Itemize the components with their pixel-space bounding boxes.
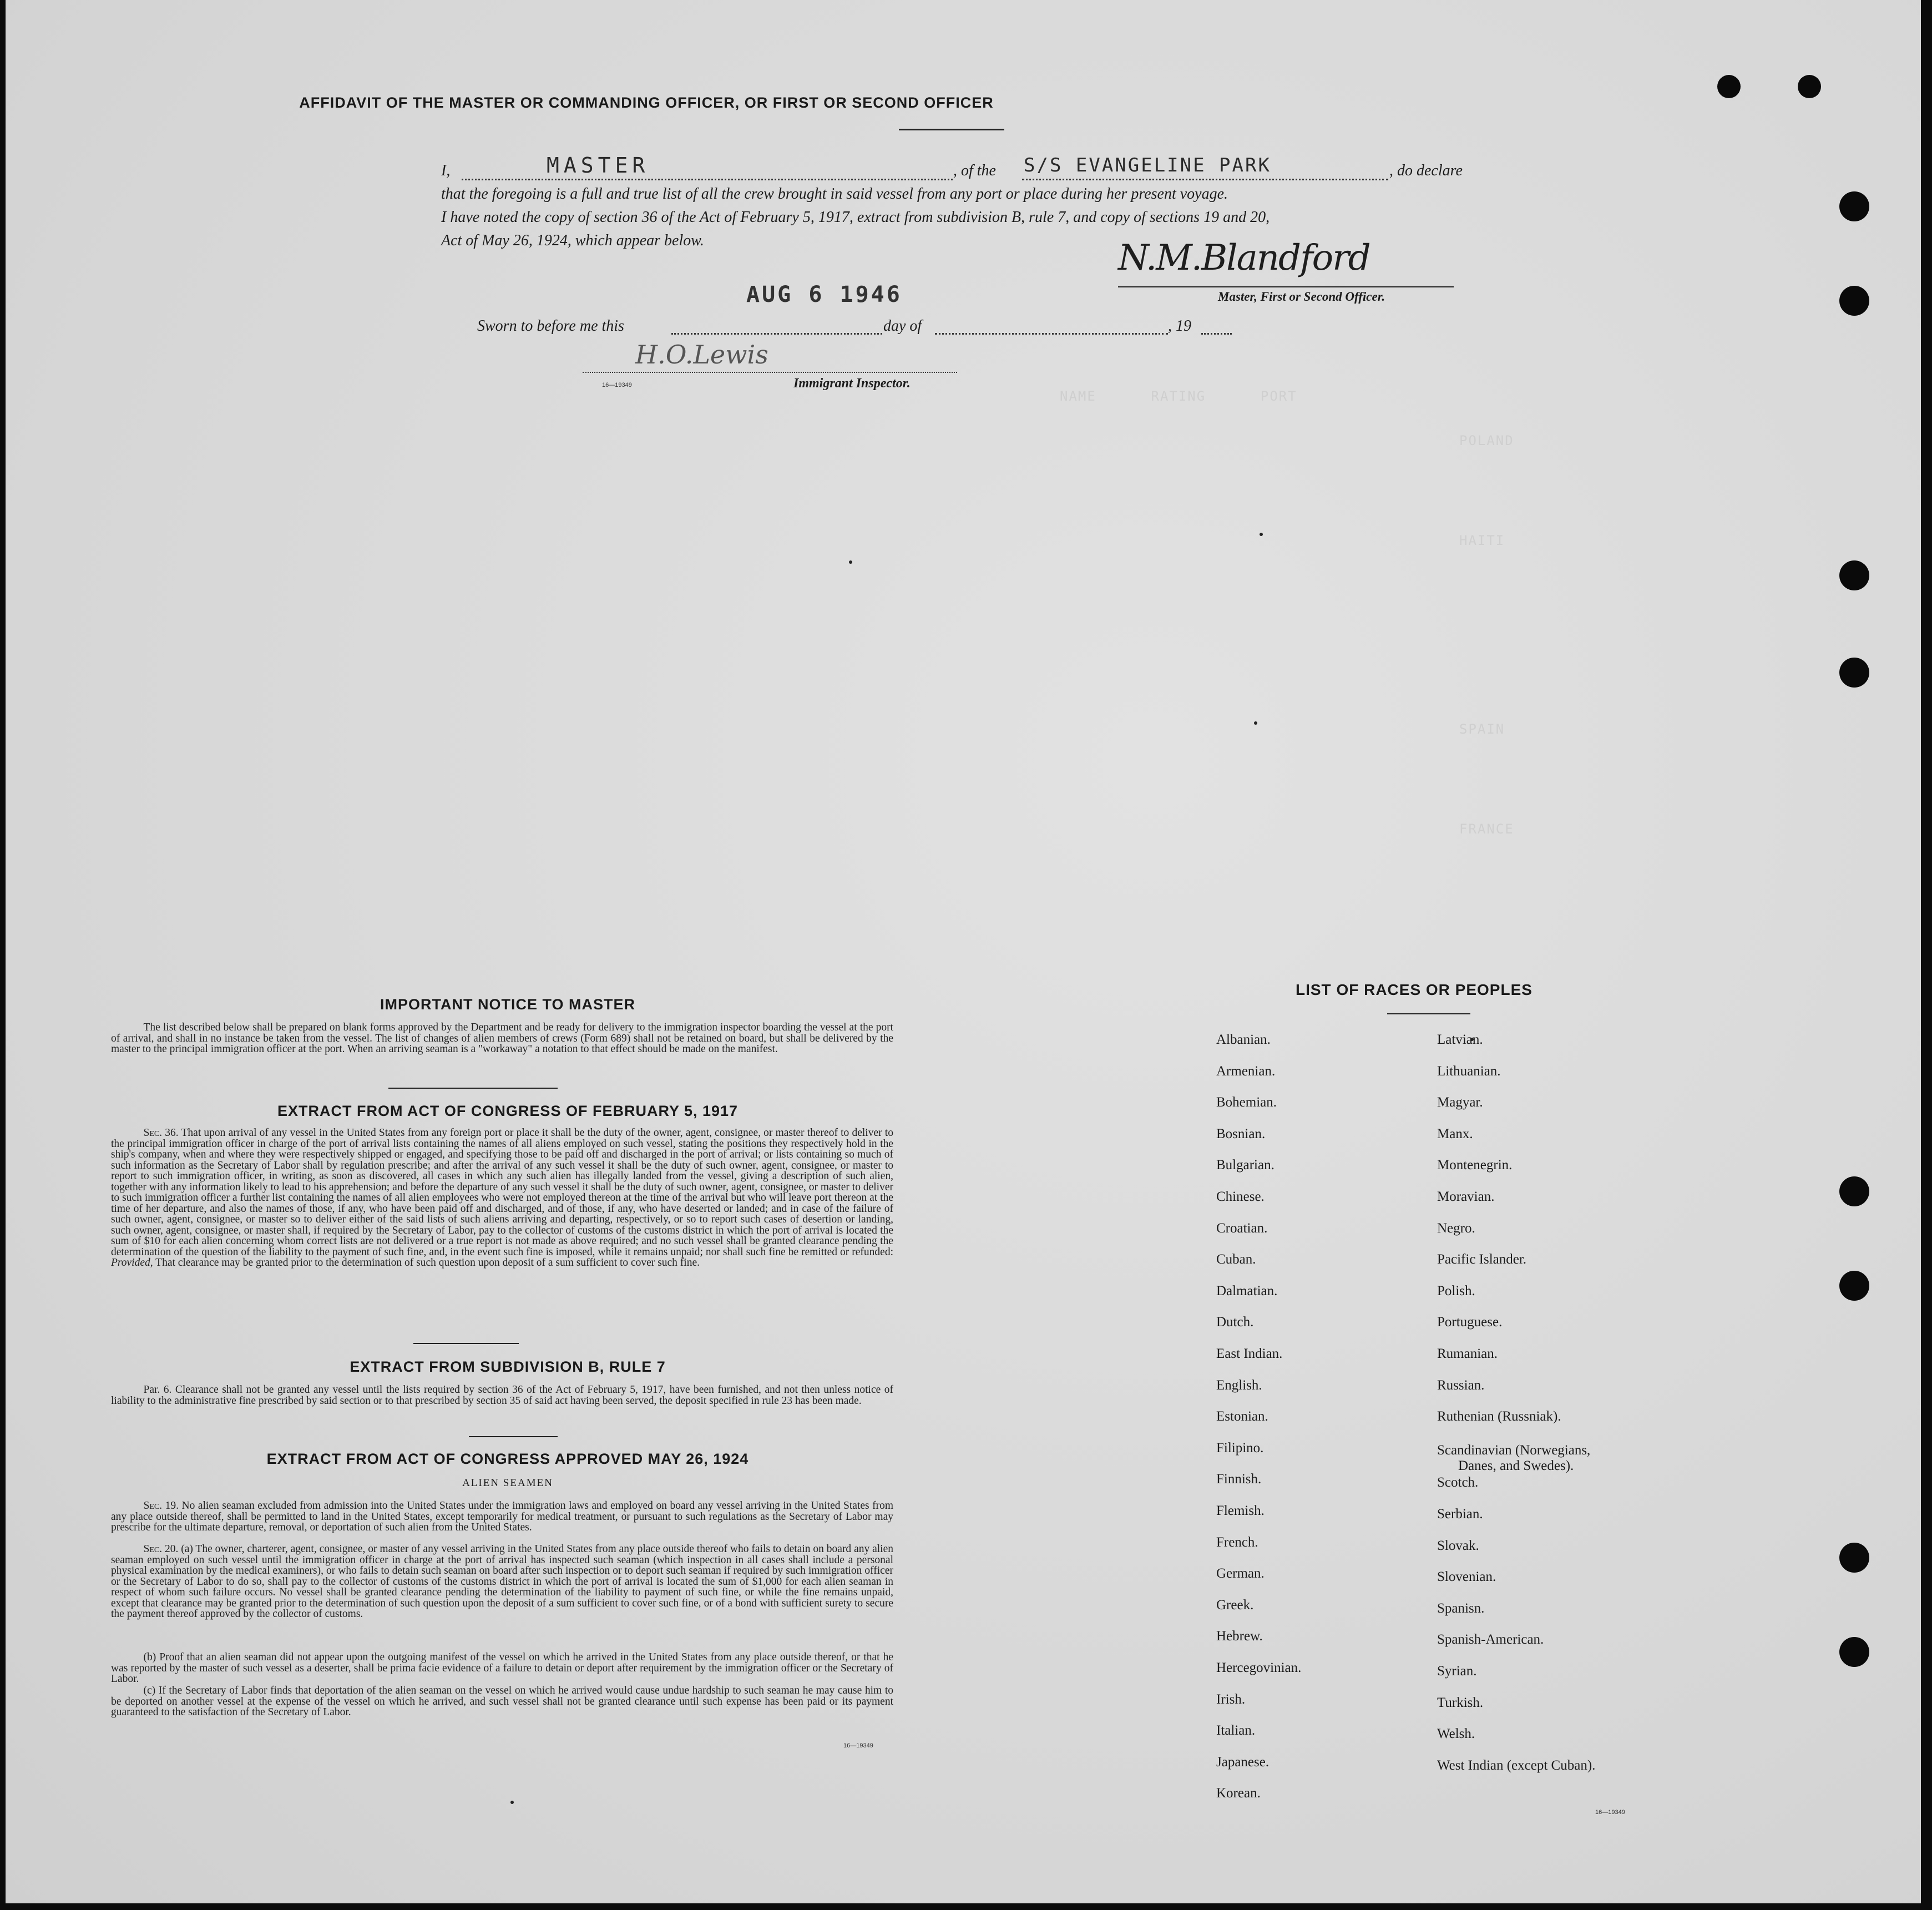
document-page (6, 0, 1921, 1903)
extract-1917-title: EXTRACT FROM ACT OF CONGRESS OF FEBRUARY 5, 1917 (277, 1103, 739, 1119)
race-item: Rumanian. (1437, 1346, 1498, 1361)
races-title: LIST OF RACES OR PEOPLES (1296, 981, 1533, 998)
race-item: German. (1216, 1566, 1265, 1581)
race-item: French. (1216, 1535, 1258, 1550)
affidavit-line-2: that the foregoing is a full and true list of all the crew brought in said vessel from any port or place during her present voyage. (441, 185, 1228, 203)
race-item: Hercegovinian. (1216, 1660, 1302, 1675)
master-name-handwritten: MASTER (547, 153, 650, 178)
punch-hole (1839, 286, 1869, 316)
sec-20c-body: (c) If the Secretary of Labor finds that deportation of the alien seaman on the vessel on which he arrived would cause undue hardship to such seaman he may cause him to be deported on another vessel at the expense of the vessel on which he arrived, and such vessel shall not be granted clearance until such expense has been paid or its payment guaranteed to the satisfaction of the Secretary of Labor. (111, 1685, 893, 1718)
punch-hole (1839, 1271, 1869, 1301)
race-item: Dutch. (1216, 1315, 1254, 1330)
sec-20-label: Sec. 20. (143, 1543, 179, 1555)
inspector-line (583, 372, 957, 373)
bleed-through: POLAND (1459, 433, 1514, 448)
race-item: Cuban. (1216, 1252, 1256, 1267)
sec-20b-body: (b) Proof that an alien seaman did not appear upon the outgoing manifest of the vessel on which he arrived in the United States from any place outside thereof, or that he was reported by the master of such vessel as a deserter, shall be prima facie evidence of a failure to detain or deport after requirement by the immigration officer or the Secretary of Labor. (111, 1651, 893, 1685)
extract-1917-body (111, 1128, 893, 1269)
vessel-line (1022, 179, 1388, 180)
day-of-label: day of (883, 317, 922, 335)
punch-hole (1798, 75, 1821, 98)
races-rule (1387, 1013, 1470, 1014)
race-item: Pacific Islander. (1437, 1252, 1527, 1267)
punch-hole (1839, 658, 1869, 688)
name-line (462, 179, 953, 180)
race-item: Dalmatian. (1216, 1284, 1278, 1298)
race-item: Portuguese. (1437, 1315, 1503, 1330)
race-item: Finnish. (1216, 1472, 1262, 1487)
race-item: Italian. (1216, 1723, 1256, 1738)
speck (1254, 721, 1257, 725)
race-item: Bosnian. (1216, 1126, 1266, 1141)
race-item: Lithuanian. (1437, 1064, 1501, 1079)
race-item: East Indian. (1216, 1346, 1283, 1361)
race-item: Slovenian. (1437, 1569, 1496, 1584)
race-item: Ruthenian (Russniak). (1437, 1409, 1561, 1424)
race-item: Filipino. (1216, 1441, 1264, 1456)
year-line (1201, 333, 1232, 335)
section-rule (469, 1436, 558, 1437)
race-item: Bohemian. (1216, 1095, 1277, 1110)
affidavit-line-3: I have noted the copy of section 36 of the Act of February 5, 1917, extract from subdivision B, rule 7, and copy of sections 19 and 20, (441, 209, 1270, 226)
punch-hole (1839, 1543, 1869, 1573)
race-item: Turkish. (1437, 1695, 1484, 1710)
race-item: Japanese. (1216, 1755, 1270, 1770)
date-stamp: AUG 6 1946 (746, 282, 902, 307)
speck (510, 1801, 514, 1804)
race-item: Polish. (1437, 1284, 1475, 1298)
sworn-label: Sworn to before me this (477, 317, 624, 335)
month-line (935, 333, 1168, 335)
punch-hole (1839, 560, 1869, 590)
sec-36-text: That upon arrival of any vessel in the United States from any foreign port or place it shall be the duty of the owner, agent, consignee, or master thereof to deliver to the principal immigration officer in charge of the port of arrival lists containing the names of all aliens employed on such vessel, stating the positions they respectively hold in the ship's company, when and where they were respectively shipped or engaged, and specifying those to be paid off and discharged in the port of arrival; or lists containing so much of such information as the Secretary of Labor shall by regulation prescribe; and after the arrival of any such vessel it shall be the duty of such owner, agent, consignee, or master to report to such immigration officer, in writing, as soon as discovered, all cases in which any such alien has illegally landed from the vessel, giving a description of such alien, together with any information likely to lead to his apprehension; and before the departure of any such vessel it shall be the duty of such owner, agent, consignee, or master to deliver to such immigration officer a further list containing the names of all alien employees who were not employed thereon at the time of the arrival but who will leave port thereon at the time of her departure, and also the names of those, if any, who have been paid off and discharged, and of those, if any, who have deserted or landed; and in case of the failure of such owner, agent, consignee, or master so to deliver either of the said lists of such aliens arriving and departing, respectively, or so to report such cases of desertion or landing, such owner, agent, consignee, or master shall, if required by the Secretary of Labor, pay to the collector of customs of the customs district in which the port of arrival is located the sum of $10 for each alien concerning whom correct lists are not delivered or a true report is not made as above required; and no such vessel shall be granted clearance pending the determination of the question of the liability to the payment of such fine, and, in the event such fine is imposed, while it remains unpaid; nor shall such fine be remitted or refunded: (111, 1127, 893, 1258)
race-item: Croatian. (1216, 1221, 1268, 1236)
provided-word: Provided, (111, 1257, 153, 1269)
form-number: 16—19349 (1595, 1809, 1625, 1816)
sworn-date-line (671, 333, 882, 335)
race-item: English. (1216, 1378, 1262, 1393)
sec-19-text: No alien seaman excluded from admission into the United States under the immigration laws and employed on board any vessel arriving in the United States from any place outside thereof, shall be permitted to land in the United States, except temporarily for medical treatment, or pursuant to such regulations as the Secretary of Labor may prescribe for the ultimate departure, removal, or deportation of such alien from the United States. (111, 1500, 893, 1533)
race-item: Albanian. (1216, 1032, 1271, 1047)
extract-1924-title: EXTRACT FROM ACT OF CONGRESS APPROVED MAY 26, 1924 (266, 1451, 749, 1467)
punch-hole (1717, 75, 1741, 98)
race-item: Latvian. (1437, 1032, 1483, 1047)
bleed-through: FRANCE (1459, 821, 1514, 837)
race-item: West Indian (except Cuban). (1437, 1758, 1596, 1773)
of-the-label: , of the (953, 162, 996, 179)
race-item: Chinese. (1216, 1189, 1265, 1204)
race-item: Welsh. (1437, 1726, 1475, 1741)
inspector-signature: H.O.Lewis (635, 340, 768, 370)
race-item: Spanisn. (1437, 1601, 1485, 1616)
section-rule (413, 1343, 519, 1344)
race-item: Irish. (1216, 1692, 1246, 1707)
race-item: Greek. (1216, 1598, 1254, 1613)
race-item: Magyar. (1437, 1095, 1483, 1110)
inspector-caption: Immigrant Inspector. (793, 376, 911, 391)
sec-19-body (111, 1500, 893, 1533)
race-item: Negro. (1437, 1221, 1475, 1236)
race-item: Slovak. (1437, 1538, 1479, 1553)
punch-hole (1839, 191, 1869, 221)
race-item: Scandinavian (Norwegians, (1437, 1443, 1591, 1458)
title-rule (899, 129, 1004, 130)
bleed-through: HAITI (1459, 533, 1505, 548)
race-item: Syrian. (1437, 1664, 1477, 1679)
section-rule (388, 1088, 558, 1089)
affidavit-line-4: Act of May 26, 1924, which appear below. (441, 232, 704, 249)
extract-rule7-body: Par. 6. Clearance shall not be granted any vessel until the lists required by section 36 of the Act of February 5, 1917, have been furnished, and not then unless notice of liability to the administrative fine prescribed by said section or to that prescribed by section 35 of said act having been served, the deposit specified in rule 23 has been made. (111, 1384, 893, 1407)
year-label: , 19 (1168, 317, 1191, 335)
race-item: Hebrew. (1216, 1629, 1263, 1644)
form-number: 16—19349 (602, 382, 632, 388)
race-item: Danes, and Swedes). (1458, 1458, 1574, 1473)
alien-seamen-subtitle: ALIEN SEAMEN (462, 1477, 553, 1489)
sec-36-label: Sec. 36. (143, 1127, 179, 1139)
form-number: 16—19349 (843, 1742, 873, 1749)
extract-rule7-title: EXTRACT FROM SUBDIVISION B, RULE 7 (350, 1358, 666, 1375)
race-item: Bulgarian. (1216, 1158, 1274, 1173)
race-item: Serbian. (1437, 1507, 1483, 1522)
punch-hole (1839, 1637, 1869, 1667)
affidavit-title: AFFIDAVIT OF THE MASTER OR COMMANDING OFFICER, OR FIRST OR SECOND OFFICER (299, 94, 994, 111)
notice-title: IMPORTANT NOTICE TO MASTER (380, 996, 635, 1013)
i-label: I, (441, 162, 451, 179)
race-item: Manx. (1437, 1126, 1473, 1141)
race-item: Armenian. (1216, 1064, 1276, 1079)
race-item: Montenegrin. (1437, 1158, 1513, 1173)
signature-rule (1118, 286, 1454, 287)
race-item: Flemish. (1216, 1503, 1265, 1518)
sec-20a-text: (a) The owner, charterer, agent, consignee, or master of any vessel arriving in the United States from any place outside thereof who fails to detain on board any alien seaman employed on such vessel until the immigration officer in charge at the port of arrival has inspected such seaman (which inspection in all cases shall include a personal physical examination by the medical examiners), or who fails to detain such seaman on board after such inspection or to deport such seaman if required by such immigration officer or the Secretary of Labor to do so, shall pay to the collector of customs of the customs district in which the port of arrival is located the sum of $1,000 for each alien seaman in respect of whom such failure occurs. No vessel shall be granted clearance pending the determination of the liability to payment of such fine, or while the fine remains unpaid, except that clearance may be granted prior to the determination of such question upon the deposit of a sum sufficient to cover such fine, or of a bond with sufficient surety to secure the payment thereof approved by the collector of customs. (111, 1543, 893, 1620)
do-declare-label: , do declare (1389, 162, 1463, 179)
sec-36-end: That clearance may be granted prior to the determination of such question upon deposit of a sum sufficient to cover such fine. (153, 1257, 700, 1269)
notice-body: The list described below shall be prepared on blank forms approved by the Department and be ready for delivery to the immigration inspector boarding the vessel at the port of arrival, and shall in no instance be taken from the vessel. The list of changes of alien members of crews (Form 689) shall not be retained on board, but shall be delivered by the master to the principal immigration officer at the port. When an arriving seaman is a "workaway" a notation to that effect should be made on the manifest. (111, 1022, 893, 1055)
race-item: Russian. (1437, 1378, 1485, 1393)
master-signature: N.M.Blandford (1118, 238, 1370, 279)
sec-19-label: Sec. 19. (143, 1500, 179, 1512)
vessel-handwritten: S/S EVANGELINE PARK (1024, 154, 1271, 176)
race-item: Scotch. (1437, 1475, 1479, 1490)
race-item: Moravian. (1437, 1189, 1495, 1204)
bleed-through: SPAIN (1459, 721, 1505, 737)
race-item: Estonian. (1216, 1409, 1268, 1424)
punch-hole (1839, 1176, 1869, 1206)
signature-caption: Master, First or Second Officer. (1218, 290, 1385, 304)
race-item: Spanish-American. (1437, 1632, 1544, 1647)
speck (1260, 533, 1263, 536)
sec-20a-body (111, 1544, 893, 1620)
speck (849, 560, 852, 564)
bleed-through: NAME RATING PORT (1060, 388, 1297, 404)
race-item: Korean. (1216, 1786, 1261, 1801)
